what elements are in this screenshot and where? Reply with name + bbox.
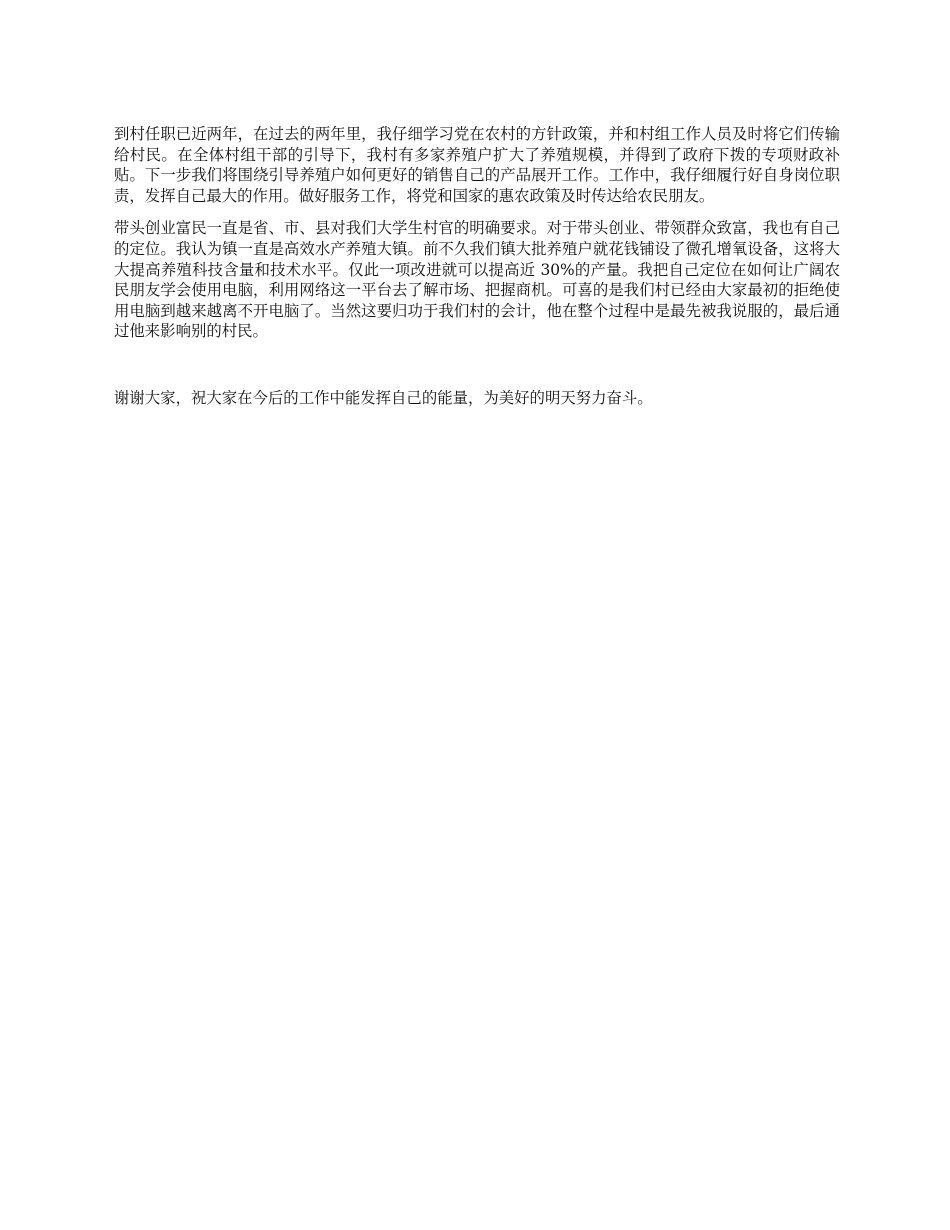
body-paragraph: 到村任职已近两年，在过去的两年里，我仔细学习党在农村的方针政策，并和村组工作人员及时将它们传输给村民。在全体村组干部的引导下，我村有多家养殖户扩大了养殖规模，并得到了政府下拨的专项财政补贴。下一步我们将围绕引导养殖户如何更好的销售自己的产品展开工作。工作中，我仔细履行好自身岗位职责，发挥自己最大的作用。做好服务工作，将党和国家的惠农政策及时传达给农民朋友。: [114, 125, 840, 205]
document-page: [114, 124, 840, 409]
body-paragraph: 带头创业富民一直是省、市、县对我们大学生村官的明确要求。对于带头创业、带领群众致富，我也有自己的定位。我认为镇一直是高效水产养殖大镇。前不久我们镇大批养殖户就花钱铺设了微孔增氧设备，这将大大提高养殖科技含量和技术水平。仅此一项改进就可以提高近 30%的产量。我把自己定位在如何让广阔农民朋友学会使用电脑，利用网络这一平台去了解市场、把握商机。可喜的是我们村已经由大家最初的拒绝使用电脑到越来越离不开电脑了。当然这要归功于我们村的会计，他在整个过程中是最先被我说服的，最后通过他来影响别的村民。: [114, 219, 840, 341]
closing-paragraph: 谢谢大家，祝大家在今后的工作中能发挥自己的能量，为美好的明天努力奋斗。: [114, 388, 653, 407]
